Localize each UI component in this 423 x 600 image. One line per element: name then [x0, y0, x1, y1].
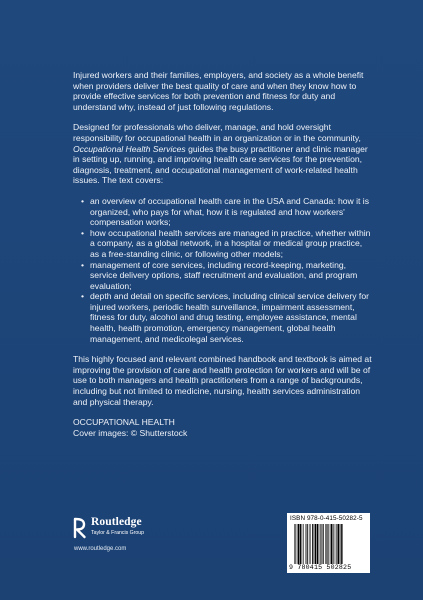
barcode-stripe: [300, 524, 301, 564]
barcode-stripe: [325, 524, 326, 564]
blurb-paragraph-2-rest: guides the busy practitioner and clinic manager in setting up, running, and improving health care services for the prevention, diagnosis, treatment, and occupational management of work-related health issues. The text covers:: [73, 143, 368, 186]
blurb-paragraph-1: Injured workers and their families, employers, and society as a whole benefit when providers deliver the best quality of care and when they know how to provide effective services for both prevention and fitness for duty and understand why, instead of just following regulations.: [73, 70, 364, 112]
barcode-stripe: [312, 524, 313, 564]
barcode-stripe: [336, 524, 337, 564]
routledge-r-icon: [73, 517, 87, 539]
list-item: • depth and detail on specific services, including clinical service delivery for injured workers, periodic health surveillance, impairment assessment, fitness for duty, alcohol and drug testing, employee assistance, mental health, health promotion, emergency management, global health management, and medicolegal services.: [83, 291, 373, 344]
barcode-stripe: [341, 524, 342, 564]
barcode-stripe: [328, 524, 329, 564]
blurb-paragraph-3: This highly focused and relevant combined handbook and textbook is aimed at improving the provision of care and health protection for workers and will be of use to both managers and health practitioners from a range of backgrounds, including but not limited to medicine, nursing, health services administration and physical therapy.: [73, 354, 372, 407]
barcode-stripe: [340, 524, 341, 564]
blurb-paragraph-2-intro: Designed for professionals who deliver, manage, and hold oversight responsibility for occupational health in an organization or in the community,: [73, 122, 361, 143]
barcode-stripe: [307, 524, 308, 564]
barcode-stripe: [310, 524, 311, 564]
barcode-bars: [294, 524, 366, 564]
barcode-stripe: [331, 524, 333, 564]
barcode-stripe: [303, 524, 304, 564]
barcode-stripe: [297, 524, 298, 564]
barcode-stripe: [317, 524, 319, 564]
barcode-stripe: [319, 524, 320, 564]
subject-category: OCCUPATIONAL HEALTH: [73, 417, 175, 428]
barcode-stripe: [320, 524, 321, 564]
publisher-url[interactable]: www.routledge.com: [74, 546, 127, 552]
barcode-stripe: [337, 524, 339, 564]
publisher-name: Routledge: [91, 516, 142, 528]
barcode-stripe: [309, 524, 310, 564]
barcode-stripe: [302, 524, 303, 564]
blurb: [73, 70, 373, 438]
barcode-stripe: [323, 524, 324, 564]
barcode-stripe: [298, 524, 300, 564]
list-item: • an overview of occupational health care in the USA and Canada: how it is organized, who pays for what, how it is regulated and how workers' compensation works;: [83, 196, 373, 228]
barcode-stripe: [342, 524, 343, 564]
list-item: • management of core services, including record-keeping, marketing, service delivery options, staff recruitment and evaluation, and program evaluation;: [83, 260, 373, 292]
list-item: • how occupational health services are managed in practice, whether within a company, as a global network, in a hospital or medical group practice, as a free-standing clinic, or following other models;: [83, 228, 373, 260]
barcode-stripe: [315, 524, 316, 564]
blurb-paragraph-2: [73, 122, 373, 186]
barcode-stripe: [330, 524, 331, 564]
cover-credit: Cover images: © Shutterstock: [73, 427, 188, 438]
book-title-inline: Occupational Health Services: [73, 143, 186, 154]
barcode-stripe: [295, 524, 296, 564]
publisher-imprint: [73, 514, 203, 564]
isbn-number: ISBN 978-0-415-50282-5: [290, 515, 363, 522]
barcode-stripe: [326, 524, 327, 564]
coverage-list: [83, 196, 373, 344]
barcode-stripe: [314, 524, 315, 564]
barcode-stripe: [333, 524, 334, 564]
barcode-stripe: [294, 524, 295, 564]
barcode-stripe: [322, 524, 323, 564]
barcode-digits: 9 780415 502825: [289, 564, 352, 571]
barcode-stripe: [335, 524, 336, 564]
barcode-stripe: [306, 524, 307, 564]
isbn-barcode: [287, 513, 370, 573]
publisher-group: Taylor & Francis Group: [91, 530, 145, 536]
